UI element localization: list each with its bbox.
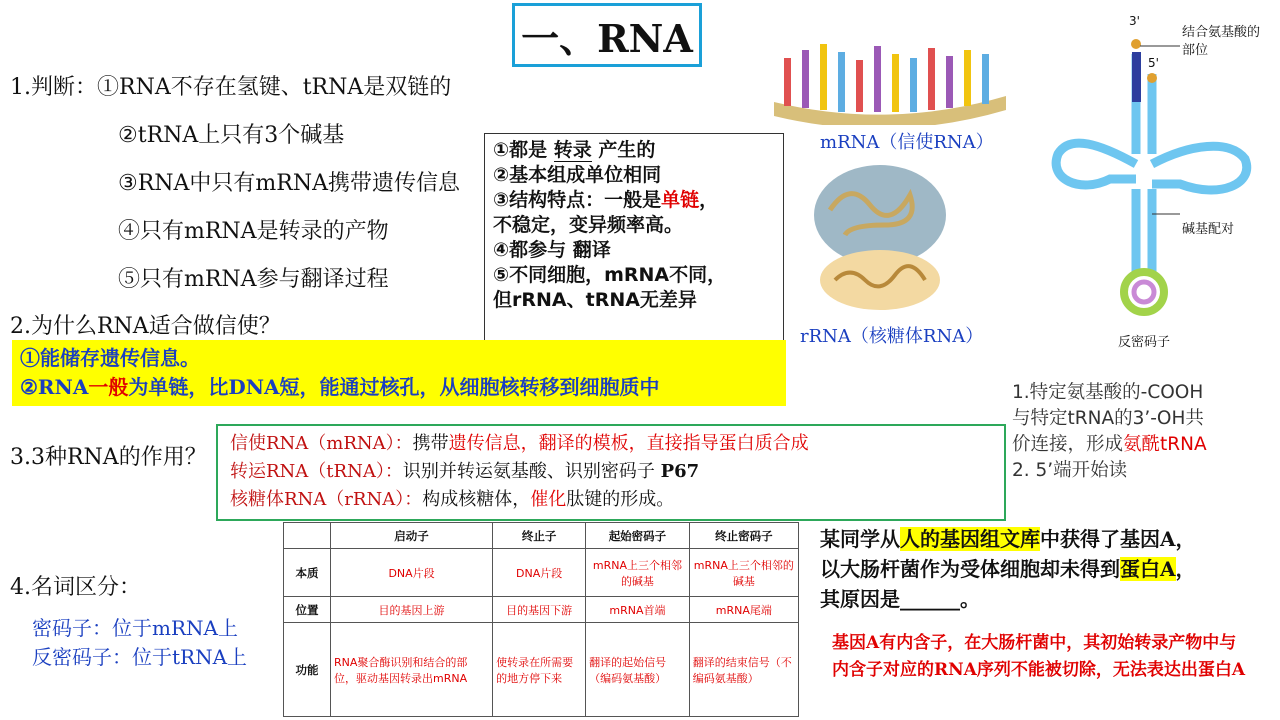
q2-answer-1: ①能储存遗传信息。	[20, 346, 200, 370]
q3-heading: 3.3种RNA的作用？	[10, 445, 207, 470]
trna-3prime-label: 3'	[1129, 14, 1140, 28]
trna-3prime-end	[1132, 52, 1141, 102]
anticodon-loop	[1124, 272, 1164, 312]
table-row: 本质 DNA片段 DNA片段 mRNA上三个相邻的碱基 mRNA上三个相邻的碱基	[284, 549, 799, 597]
mrna-bases	[784, 44, 989, 112]
judge-item-2: ②tRNA上只有3个碱基	[118, 123, 345, 148]
q4-heading: 4.名词区分：	[10, 575, 141, 600]
trna-cloverleaf	[1056, 54, 1247, 274]
trna-amino-acid-site-label: 结合氨基酸的部位	[1182, 25, 1261, 58]
judge-item-5: ⑤只有mRNA参与翻译过程	[118, 267, 389, 292]
mrna-role: 信使RNA（mRNA）：携带遗传信息，翻译的模板，直接指导蛋白质合成	[230, 433, 809, 454]
anticodon-definition: 反密码子：位于tRNA上	[32, 645, 248, 669]
rna-summary-box	[484, 133, 784, 343]
summary-line-3: ③结构特点：一般是单链，	[493, 189, 719, 211]
summary-line-6: ⑤不同细胞，mRNA不同，	[493, 264, 727, 286]
summary-line-5: ④都参与 翻译	[493, 239, 611, 261]
table-row: 位置 目的基因上游 目的基因下游 mRNA首端 mRNA尾端	[284, 597, 799, 623]
table-header-row: 启动子 终止子 起始密码子 终止密码子	[284, 523, 799, 549]
protein-a-highlight: 蛋白A	[1120, 557, 1176, 581]
q2-heading: 2.为什么RNA适合做信使？	[10, 314, 281, 339]
judge-heading	[10, 70, 451, 101]
page-title: 一、RNA	[512, 3, 702, 67]
summary-line-1: ①都是 转录 产生的	[493, 139, 656, 161]
summary-line-7: 但rRNA、tRNA无差异	[493, 289, 697, 311]
table-row: 功能 RNA聚合酶识别和结合的部位，驱动基因转录出mRNA 使转录在所需要的地方停下来 翻译的起始信号（编码氨基酸） 翻译的结束信号（不编码氨基酸）	[284, 623, 799, 717]
gene-expression-question: 某同学从人的基因组文库中获得了基因A， 以大肠杆菌作为受体细胞却未得到蛋白A， 其原因是______。	[820, 527, 1196, 611]
ribosome-illustration	[805, 160, 955, 320]
trna-role: 转运RNA（tRNA）：识别并转运氨基酸、识别密码子 P67	[230, 461, 700, 482]
ribosome-small-subunit	[820, 250, 940, 310]
judge-item-4: ④只有mRNA是转录的产物	[118, 219, 389, 244]
rrna-label: rRNA（核糖体RNA）	[800, 326, 984, 347]
single-strand-highlight: 单链	[661, 189, 700, 211]
judge-item-1: ①RNA不存在氢键、tRNA是双链的	[97, 75, 452, 100]
trna-5prime-label: 5'	[1148, 56, 1159, 70]
judge-heading-label: 1.判断：	[10, 75, 97, 100]
summary-line-2: ②基本组成单位相同	[493, 164, 662, 186]
genomic-library-highlight: 人的基因组文库	[900, 527, 1040, 551]
trna-anticodon-label: 反密码子	[1118, 335, 1171, 350]
q2-answer-2: ②RNA一般为单链，比DNA短，能通过核孔，从细胞核转移到细胞质中	[20, 375, 660, 399]
summary-line-4: 不稳定，变异频率高。	[493, 214, 684, 236]
mrna-label: mRNA（信使RNA）	[820, 132, 994, 153]
mrna-illustration	[770, 40, 1010, 125]
amino-acid-site-icon	[1131, 39, 1141, 49]
trna-base-pair-label: 碱基配对	[1182, 222, 1235, 237]
aminoacyl-trna-note: 1.特定氨基酸的-COOH 与特定tRNA的3’-OH共 价连接，形成氨酰tRNA 2. 5’端开始读	[1012, 382, 1207, 481]
judge-item-3: ③RNA中只有mRNA携带遗传信息	[118, 171, 460, 196]
rrna-role: 核糖体RNA（rRNA）：构成核糖体，催化肽键的形成。	[230, 489, 675, 510]
q2-answer-box	[12, 340, 786, 406]
codon-definition: 密码子：位于mRNA上	[32, 616, 238, 640]
question-answer: 基因A有内含子，在大肠杆菌中，其初始转录产物中与内含子对应的RNA序列不能被切除，无法表达出蛋白A	[832, 633, 1246, 680]
summary-blank-transcription: 转录	[553, 139, 592, 161]
term-comparison-table	[283, 522, 799, 717]
q3-answer-box	[216, 424, 1006, 521]
